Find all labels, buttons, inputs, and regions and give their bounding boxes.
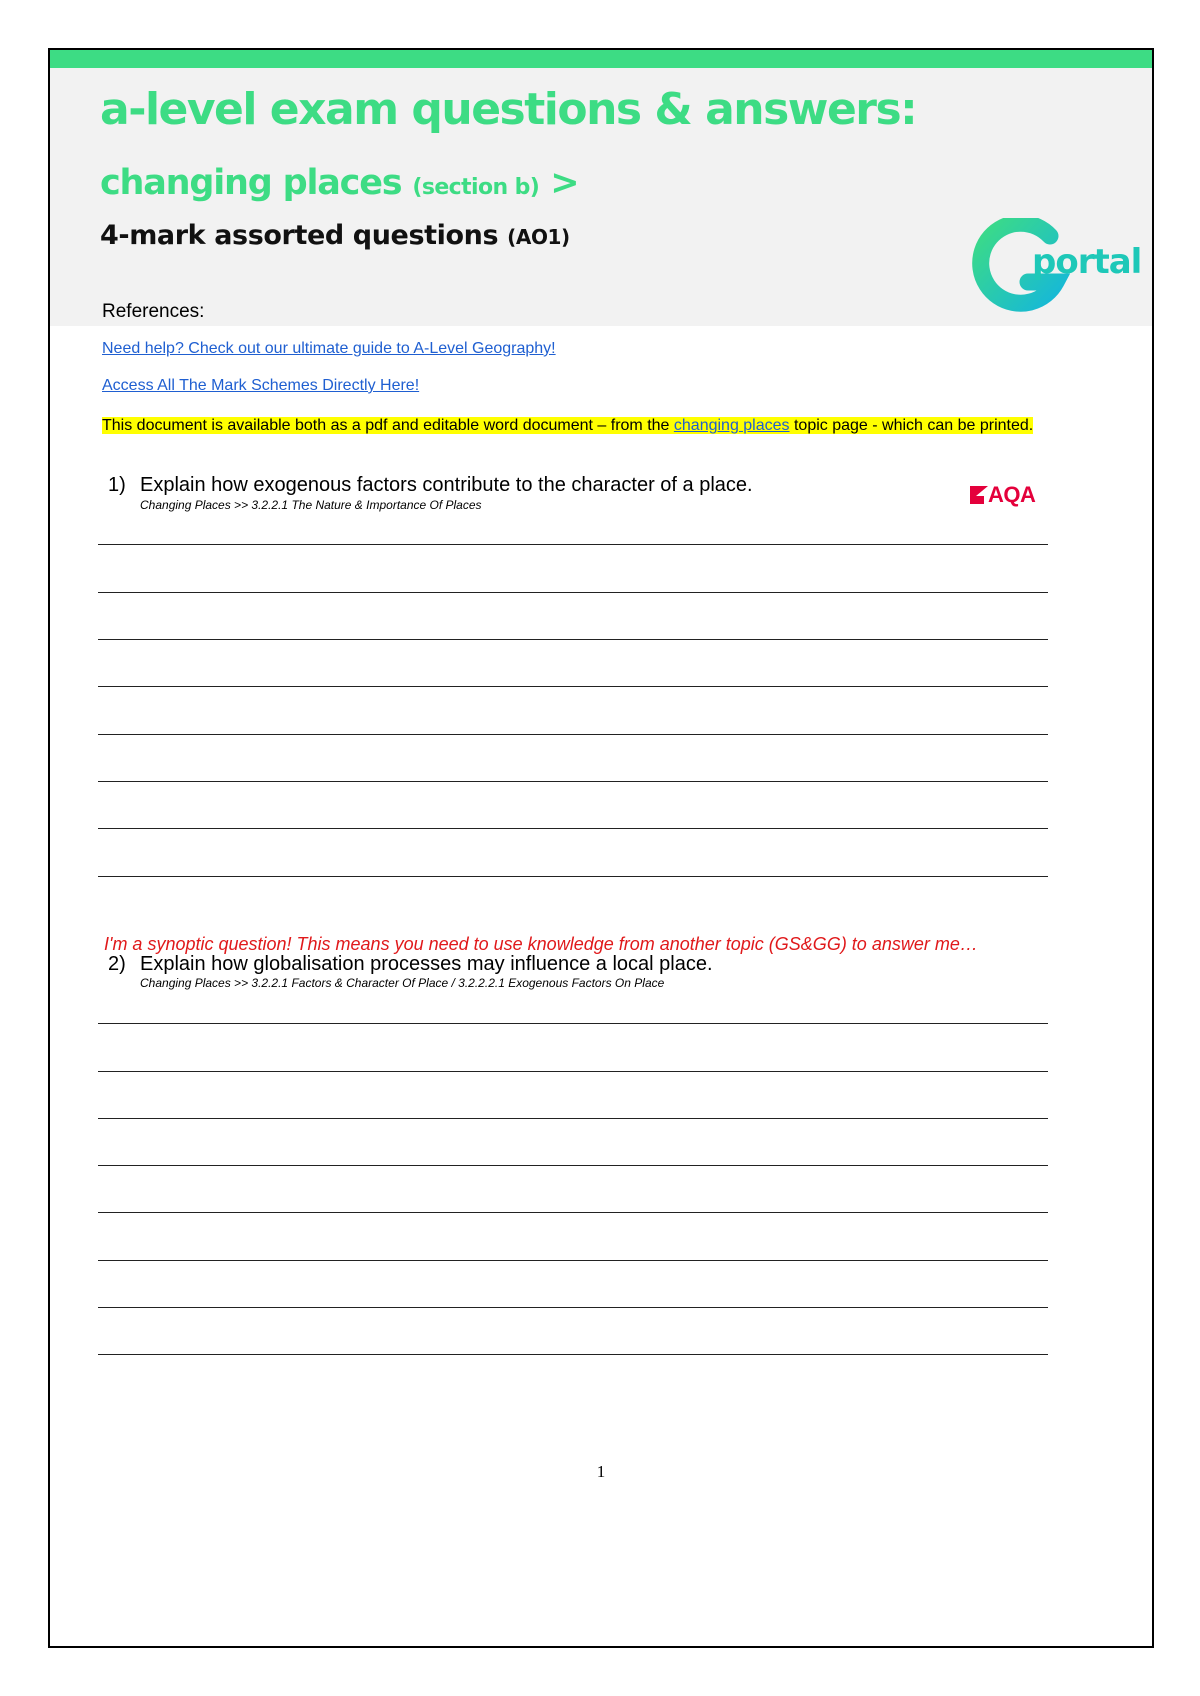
references-label: References:: [102, 301, 205, 322]
section-title: [100, 220, 570, 251]
question-1-number: 1): [108, 474, 126, 496]
aqa-logo: [968, 482, 1048, 508]
topic-title-section: (section b): [412, 175, 540, 200]
notice-text-end: topic page - which can be printed.: [789, 417, 1034, 434]
question-2-number: 2): [108, 953, 126, 975]
section-title-ao: (AO1): [507, 225, 570, 249]
g-portal-logo: [970, 218, 1150, 328]
answer-line[interactable]: [98, 876, 1048, 877]
topic-title-main: changing places: [100, 163, 402, 203]
aqa-logo-icon: [968, 484, 990, 506]
answer-line[interactable]: [98, 734, 1048, 735]
document-availability-notice: [102, 415, 1082, 436]
changing-places-topic-link[interactable]: changing places: [673, 417, 790, 434]
answer-line[interactable]: [98, 592, 1048, 593]
aqa-logo-word: AQA: [988, 482, 1036, 507]
question-1-reference: Changing Places >> 3.2.2.1 The Nature & Importance Of Places: [140, 498, 482, 512]
topic-title-arrow: >: [550, 163, 579, 203]
answer-line[interactable]: [98, 1023, 1048, 1024]
answer-line[interactable]: [98, 1165, 1048, 1166]
answer-line[interactable]: [98, 1260, 1048, 1261]
answer-line[interactable]: [98, 1118, 1048, 1119]
question-2-text: Explain how globalisation processes may influence a local place.: [140, 953, 713, 975]
section-title-main: 4-mark assorted questions: [100, 220, 499, 251]
topic-title: [100, 163, 578, 203]
mark-schemes-link[interactable]: Access All The Mark Schemes Directly Here!: [102, 377, 420, 394]
synoptic-note: I'm a synoptic question! This means you need to use knowledge from another topic (GS&GG) to answer me…: [104, 934, 978, 954]
page: [48, 48, 1154, 1648]
top-accent-bar: [50, 50, 1152, 68]
answer-line[interactable]: [98, 1307, 1048, 1308]
answer-line[interactable]: [98, 1354, 1048, 1355]
answer-line[interactable]: [98, 1212, 1048, 1213]
answer-line[interactable]: [98, 828, 1048, 829]
notice-text-start: This document is available both as a pdf and editable word document – from the: [102, 417, 674, 434]
question-1-text: Explain how exogenous factors contribute to the character of a place.: [140, 474, 753, 496]
answer-line[interactable]: [98, 781, 1048, 782]
answer-line[interactable]: [98, 639, 1048, 640]
page-number: 1: [596, 1462, 606, 1481]
question-2-reference: Changing Places >> 3.2.2.1 Factors & Character Of Place / 3.2.2.2.1 Exogenous Factors On Place: [140, 976, 665, 990]
answer-line[interactable]: [98, 1071, 1048, 1072]
answer-line[interactable]: [98, 686, 1048, 687]
page-title: a-level exam questions & answers:: [100, 84, 917, 135]
g-portal-logo-word: portal: [1032, 242, 1142, 282]
answer-line[interactable]: [98, 544, 1048, 545]
geography-guide-link[interactable]: Need help? Check out our ultimate guide to A-Level Geography!: [102, 340, 556, 357]
